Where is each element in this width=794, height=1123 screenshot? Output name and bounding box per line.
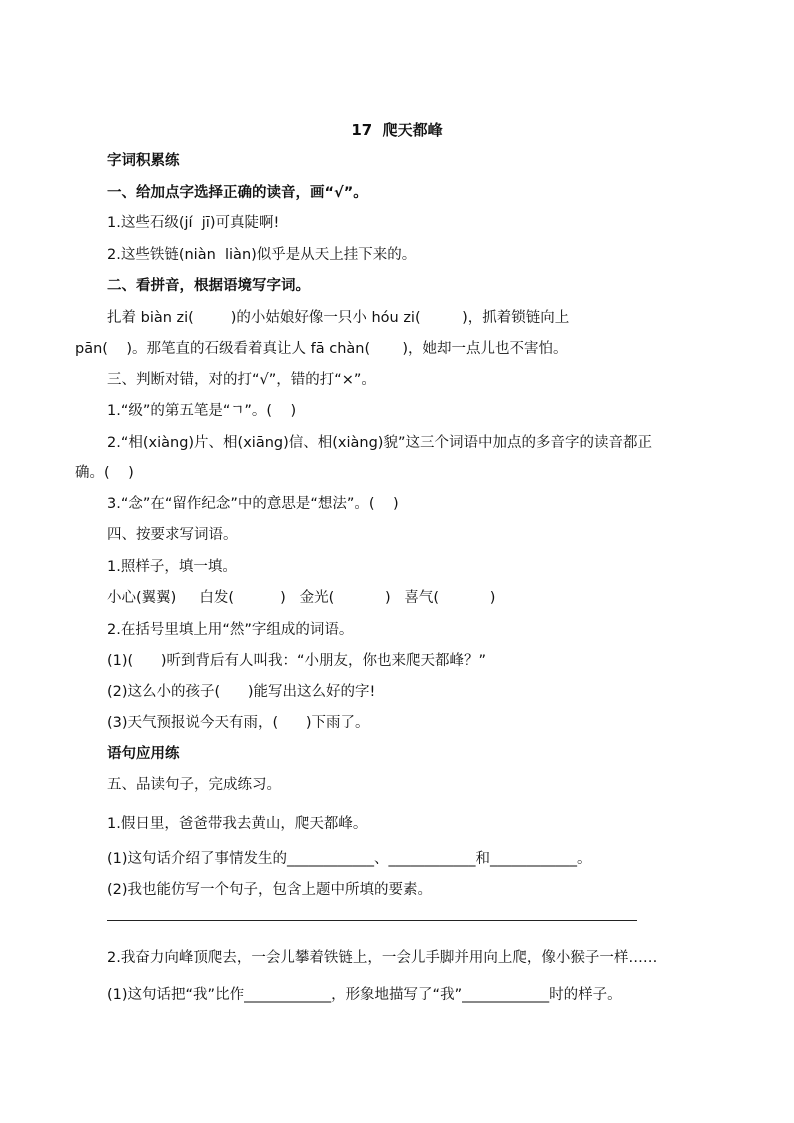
question-text: (1)( )听到背后有人叫我：“小朋友，你也来爬天都峰？” [107, 653, 487, 669]
question-text: (1)这句话把“我”比作____________，形象地描写了“我”____________时的样子。 [107, 987, 622, 1003]
page-title: 17 爬天都峰 [351, 121, 443, 139]
question-text: 扎着 biàn zi( )的小姑娘好像一只小 hóu zi( )，抓着锁链向上 [107, 310, 570, 326]
section-heading: 语句应用练 [107, 746, 180, 762]
answer-line [107, 920, 637, 921]
question-text: 2.这些铁链(niàn liàn)似乎是从天上挂下来的。 [107, 247, 417, 263]
question-text: 2.我奋力向峰顶爬去，一会儿攀着铁链上，一会儿手脚并用向上爬，像小猴子一样…… [107, 950, 658, 966]
question-heading: 一、给加点字选择正确的读音，画“√”。 [107, 185, 368, 201]
question-text: 3.“念”在“留作纪念”中的意思是“想法”。( ) [107, 496, 399, 512]
question-text: 1.这些石级(jí jī)可真陡啊! [107, 215, 280, 231]
question-text: 1.“级”的第五笔是“ㄱ”。( ) [107, 403, 297, 419]
question-text: 小心(翼翼) 白发( ) 金光( ) 喜气( ) [107, 590, 496, 606]
question-heading: 五、品读句子，完成练习。 [107, 777, 281, 793]
question-heading: 四、按要求写词语。 [107, 527, 238, 543]
question-text: (1)这句话介绍了事情发生的____________、____________和____________。 [107, 851, 592, 867]
question-text: pān( )。那笔直的石级看着真让人 fā chàn( )，她却一点儿也不害怕。 [75, 341, 568, 357]
question-text: 2.“相(xiàng)片、相(xiāng)信、相(xiàng)貌”这三个词语中加点的多音字的读音都正 [107, 435, 652, 451]
question-text: 确。( ) [75, 465, 134, 481]
question-text: (2)这么小的孩子( )能写出这么好的字! [107, 684, 376, 700]
section-heading: 字词积累练 [107, 153, 180, 169]
question-heading: 二、看拼音，根据语境写字词。 [107, 278, 310, 294]
question-text: (2)我也能仿写一个句子，包含上题中所填的要素。 [107, 882, 433, 898]
question-text: 1.照样子，填一填。 [107, 559, 237, 575]
question-text: 2.在括号里填上用“然”字组成的词语。 [107, 622, 354, 638]
question-heading: 三、判断对错，对的打“√”，错的打“×”。 [107, 372, 376, 388]
question-text: 1.假日里，爸爸带我去黄山，爬天都峰。 [107, 816, 368, 832]
question-text: (3)天气预报说今天有雨，( )下雨了。 [107, 715, 370, 731]
